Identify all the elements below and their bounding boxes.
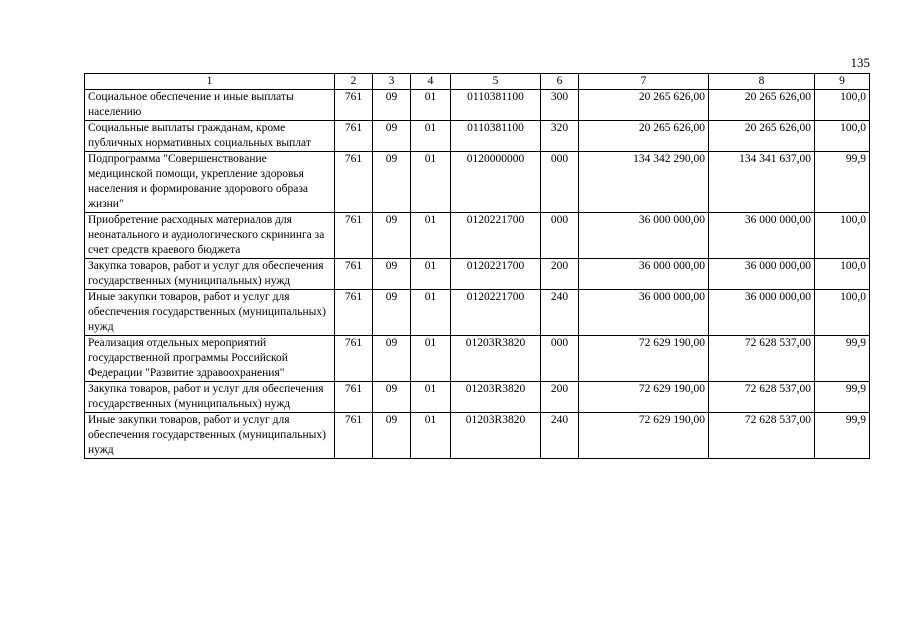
row-name: Иные закупки товаров, работ и услуг для обеспечения государственных (муниципальных) нужд bbox=[85, 290, 335, 336]
admin-code: 761 bbox=[335, 336, 373, 382]
amount-col7: 134 342 290,00 bbox=[579, 152, 709, 213]
admin-code: 761 bbox=[335, 90, 373, 121]
percent-col9: 100,0 bbox=[815, 213, 870, 259]
amount-col8: 134 341 637,00 bbox=[709, 152, 815, 213]
table-row bbox=[85, 382, 870, 413]
amount-col7: 72 629 190,00 bbox=[579, 413, 709, 459]
section-code: 09 bbox=[373, 382, 411, 413]
percent-col9: 100,0 bbox=[815, 90, 870, 121]
expense-type-code: 300 bbox=[541, 90, 579, 121]
amount-col7: 72 629 190,00 bbox=[579, 336, 709, 382]
table-body bbox=[85, 90, 870, 459]
admin-code: 761 bbox=[335, 413, 373, 459]
expense-type-code: 000 bbox=[541, 213, 579, 259]
column-header: 4 bbox=[411, 74, 451, 90]
target-article-code: 01203R3820 bbox=[451, 382, 541, 413]
percent-col9: 100,0 bbox=[815, 259, 870, 290]
table-row bbox=[85, 90, 870, 121]
amount-col7: 36 000 000,00 bbox=[579, 213, 709, 259]
column-header: 1 bbox=[85, 74, 335, 90]
amount-col8: 36 000 000,00 bbox=[709, 259, 815, 290]
table-row bbox=[85, 290, 870, 336]
table-row bbox=[85, 121, 870, 152]
header-row bbox=[85, 74, 870, 90]
table-row bbox=[85, 152, 870, 213]
expense-type-code: 240 bbox=[541, 413, 579, 459]
row-name: Реализация отдельных мероприятий государственной программы Российской Федерации "Развитие здравоохранения" bbox=[85, 336, 335, 382]
amount-col7: 72 629 190,00 bbox=[579, 382, 709, 413]
column-header: 9 bbox=[815, 74, 870, 90]
admin-code: 761 bbox=[335, 259, 373, 290]
table-header bbox=[85, 74, 870, 90]
percent-col9: 99,9 bbox=[815, 382, 870, 413]
column-header: 5 bbox=[451, 74, 541, 90]
row-name: Закупка товаров, работ и услуг для обеспечения государственных (муниципальных) нужд bbox=[85, 259, 335, 290]
expense-type-code: 200 bbox=[541, 382, 579, 413]
target-article-code: 01203R3820 bbox=[451, 413, 541, 459]
row-name: Социальное обеспечение и иные выплаты населению bbox=[85, 90, 335, 121]
subsection-code: 01 bbox=[411, 90, 451, 121]
table-row bbox=[85, 336, 870, 382]
row-name: Иные закупки товаров, работ и услуг для обеспечения государственных (муниципальных) нужд bbox=[85, 413, 335, 459]
section-code: 09 bbox=[373, 152, 411, 213]
column-header: 7 bbox=[579, 74, 709, 90]
section-code: 09 bbox=[373, 259, 411, 290]
column-header: 6 bbox=[541, 74, 579, 90]
table-row bbox=[85, 413, 870, 459]
admin-code: 761 bbox=[335, 121, 373, 152]
row-name: Закупка товаров, работ и услуг для обеспечения государственных (муниципальных) нужд bbox=[85, 382, 335, 413]
percent-col9: 100,0 bbox=[815, 121, 870, 152]
section-code: 09 bbox=[373, 213, 411, 259]
amount-col8: 20 265 626,00 bbox=[709, 90, 815, 121]
target-article-code: 0110381100 bbox=[451, 121, 541, 152]
subsection-code: 01 bbox=[411, 121, 451, 152]
column-header: 3 bbox=[373, 74, 411, 90]
column-header: 8 bbox=[709, 74, 815, 90]
amount-col8: 20 265 626,00 bbox=[709, 121, 815, 152]
target-article-code: 0110381100 bbox=[451, 90, 541, 121]
expense-type-code: 000 bbox=[541, 152, 579, 213]
subsection-code: 01 bbox=[411, 213, 451, 259]
row-name: Подпрограмма "Совершенствование медицинской помощи, укрепление здоровья населения и формирование здорового образа жизни" bbox=[85, 152, 335, 213]
amount-col8: 72 628 537,00 bbox=[709, 413, 815, 459]
subsection-code: 01 bbox=[411, 152, 451, 213]
table-row bbox=[85, 259, 870, 290]
section-code: 09 bbox=[373, 121, 411, 152]
row-name: Социальные выплаты гражданам, кроме публичных нормативных социальных выплат bbox=[85, 121, 335, 152]
amount-col7: 20 265 626,00 bbox=[579, 121, 709, 152]
page-number: 135 bbox=[850, 55, 870, 70]
table-row bbox=[85, 213, 870, 259]
admin-code: 761 bbox=[335, 213, 373, 259]
percent-col9: 99,9 bbox=[815, 336, 870, 382]
section-code: 09 bbox=[373, 290, 411, 336]
amount-col7: 20 265 626,00 bbox=[579, 90, 709, 121]
percent-col9: 99,9 bbox=[815, 152, 870, 213]
row-name: Приобретение расходных материалов для неонатального и аудиологического скрининга за счет средств краевого бюджета bbox=[85, 213, 335, 259]
amount-col8: 36 000 000,00 bbox=[709, 213, 815, 259]
amount-col8: 36 000 000,00 bbox=[709, 290, 815, 336]
column-header: 2 bbox=[335, 74, 373, 90]
target-article-code: 0120221700 bbox=[451, 213, 541, 259]
target-article-code: 01203R3820 bbox=[451, 336, 541, 382]
target-article-code: 0120221700 bbox=[451, 290, 541, 336]
amount-col7: 36 000 000,00 bbox=[579, 290, 709, 336]
section-code: 09 bbox=[373, 336, 411, 382]
section-code: 09 bbox=[373, 413, 411, 459]
expense-type-code: 200 bbox=[541, 259, 579, 290]
target-article-code: 0120000000 bbox=[451, 152, 541, 213]
budget-table bbox=[84, 73, 870, 459]
subsection-code: 01 bbox=[411, 259, 451, 290]
percent-col9: 99,9 bbox=[815, 413, 870, 459]
subsection-code: 01 bbox=[411, 336, 451, 382]
subsection-code: 01 bbox=[411, 290, 451, 336]
subsection-code: 01 bbox=[411, 413, 451, 459]
admin-code: 761 bbox=[335, 382, 373, 413]
amount-col8: 72 628 537,00 bbox=[709, 382, 815, 413]
admin-code: 761 bbox=[335, 152, 373, 213]
subsection-code: 01 bbox=[411, 382, 451, 413]
amount-col7: 36 000 000,00 bbox=[579, 259, 709, 290]
section-code: 09 bbox=[373, 90, 411, 121]
expense-type-code: 320 bbox=[541, 121, 579, 152]
target-article-code: 0120221700 bbox=[451, 259, 541, 290]
expense-type-code: 000 bbox=[541, 336, 579, 382]
expense-type-code: 240 bbox=[541, 290, 579, 336]
admin-code: 761 bbox=[335, 290, 373, 336]
percent-col9: 100,0 bbox=[815, 290, 870, 336]
amount-col8: 72 628 537,00 bbox=[709, 336, 815, 382]
